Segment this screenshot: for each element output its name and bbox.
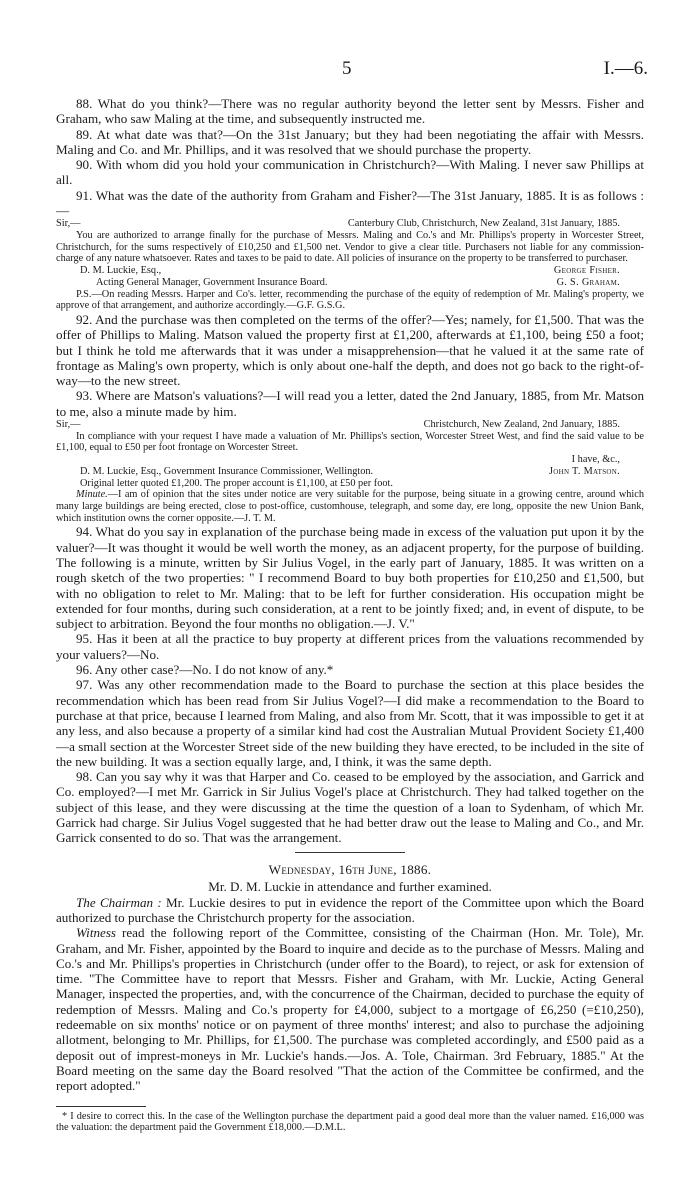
witness-line: Mr. D. M. Luckie in attendance and further examined. xyxy=(208,878,492,894)
letter-dateline: Canterbury Club, Christchurch, New Zealand, 31st January, 1885. xyxy=(347,218,620,230)
letter-signer-matson: John T. Matson. xyxy=(548,465,620,477)
paragraph-94: 94. What do you say in explanation of the purchase being made in excess of the valuation put upon it by the valuer?—It was thought it would be well worth the money, as an adjacent property, for the purpose of building. The following is a minute, written by Sir Julius Vogel, in the early part of January, 1885. It was written on a rough sketch of the two properties: " I recommend Board to buy both properties for £10,250 and £1,500, but with no obligation to relet to Mr. Maling: that to be left for further consideration. His occupation might be extended for four months, during such consideration, at a rent to be jointly fixed; and, in event of dispute, to be subject to arbitration. Beyond the four months no obligation.—J. V." xyxy=(56,524,644,632)
letter-signature-row-1 xyxy=(56,265,644,277)
letter-head xyxy=(56,218,644,230)
paragraph-92: 92. And the purchase was then completed on the terms of the offer?—Yes; namely, for £1,500. That was the offer of Phillips to Maling. Matson valued the property first at £1,200, afterwards at £1,100, being £50 a foot; but I think he told me afterwards that it was under a misapprehension—that he valued it at the same rate of frontage as Maling's own property, which is only about one-half the depth, and does not go back to the right-of-way—to the new street. xyxy=(56,312,644,389)
page-body xyxy=(56,96,644,1134)
paragraph-89: 89. At what date was that?—On the 31st January; but they had been negotiating the affair with Messrs. Maling and Co. and Mr. Phillips, and it was resolved that we should purchase the property. xyxy=(56,126,644,157)
witness-text: read the following report of the Committee, consisting of the Chairman (Hon. Mr. Tole), Mr. Graham, and Mr. Fisher, appointed by the Board to inquire and decide as to the purchase of Messrs. Maling and Co.'s and Mr. Phillips's properties in Christchurch (under offer to the Board), to reject, or ask for extension of time. "The Committee have to report that Messrs. Fisher and Graham, with Mr. Luckie, Acting General Manager, inspected the properties, and, with the concurrence of the Chairman, decided to purchase the equity of redemption of Messrs. Maling and Co.'s property for £4,000, subject to a mortgage of £6,250 (=£10,250), redeemable on six months' notice or on payment of three months' interest; and also to purchase the adjoining allotment, belonging to Mr. Phillips, for £1,500. The purchase was completed accordingly, and £500 paid as a deposit out of imprest-moneys in Mr. Luckie's hands.—Jos. A. Tole, Chairman. 3rd February, 1885." At the Board meeting on the same day the Board resolved "That the action of the Committee be confirmed, and the report adopted." xyxy=(56,925,644,1094)
section-divider xyxy=(295,852,405,853)
minute-label: Minute. xyxy=(76,489,108,501)
paragraph-93: 93. Where are Matson's valuations?—I will read you a letter, dated the 2nd January, 1885, from Mr. Matson to me, also a minute made by him. xyxy=(56,388,644,419)
letter-authority xyxy=(56,218,644,312)
paragraph-95: 95. Has it been at all the practice to buy property at different prices from the valuations recommended by your valuers?—No. xyxy=(56,631,644,662)
paragraph-88: 88. What do you think?—There was no regular authority beyond the letter sent by Messrs. Fisher and Graham, who saw Maling at the time, and subsequently instructed me. xyxy=(56,96,644,127)
chairman-label: The Chairman : xyxy=(76,894,162,910)
letter-signer-graham: G. S. Graham. xyxy=(556,276,620,288)
chairman-statement xyxy=(56,895,644,926)
letter-signer-fisher: George Fisher. xyxy=(553,265,620,277)
letter-head xyxy=(56,419,644,431)
footnote-divider xyxy=(56,1106,146,1107)
paragraph-90: 90. With whom did you hold your communication in Christchurch?—With Maling. I never saw Phillips at all. xyxy=(56,157,644,188)
letter-valuation xyxy=(56,419,644,524)
letter-postscript: P.S.—On reading Messrs. Harper and Co's. letter, recommending the purchase of the equity of redemption of Mr. Maling's property, we approve of that arrangement, and authorize accordingly.—G.F. G.S.G. xyxy=(56,288,644,312)
letter-dateline: Christchurch, New Zealand, 2nd January, 1885. xyxy=(423,419,620,431)
letter-signature-row xyxy=(56,466,644,478)
letter-salutation: Sir,— xyxy=(56,218,81,230)
witness-statement xyxy=(56,925,644,1093)
chairman-text: Mr. Luckie desires to put in evidence the report of the Committee upon which the Board authorized to purchase the Christchurch property for the association. xyxy=(56,894,644,925)
letter-addressee: D. M. Luckie, Esq., xyxy=(80,265,162,277)
witness-label: Witness xyxy=(76,925,117,941)
letter-note: Original letter quoted £1,200. The proper account is £1,100, at £50 per foot. xyxy=(80,477,393,489)
paragraph-97: 97. Was any other recommendation made to the Board to purchase the section at this place besides the recommendation which has been read from Sir Julius Vogel?—I did make a recommendation to the Board to purchase at that price, because I learned from Maling, and also from Mr. Scott, that it was impossible to get it at any less, and also because a property of a similar kind had cost the Australian Mutual Provident Society £1,400—a small section at the Worcester Street side of the new building they have erected, to be included in the site of the new building. It was a section equally large, and, I think, it was the same depth. xyxy=(56,677,644,769)
letter-salutation: Sir,— xyxy=(56,419,81,431)
letter-body: In compliance with your request I have made a valuation of Mr. Phillips's section, Worcester Street West, and find the said value to be £1,100, equal to £50 per foot frontage on Worcester Street. xyxy=(56,430,644,454)
letter-minute xyxy=(56,489,644,524)
document-reference: I.—6. xyxy=(603,58,648,79)
session-date: Wednesday, 16th June, 1886. xyxy=(268,861,432,877)
paragraph-96: 96. Any other case?—No. I do not know of any.* xyxy=(76,662,334,678)
paragraph-98: 98. Can you say why it was that Harper and Co. ceased to be employed by the association, and Garrick and Co. employed?—I met Mr. Garrick in Sir Julius Vogel's place at Christchurch. They had talked together on the subject of this lease, and they were discussing at the time the question of a loan to Sydenham, of which Mr. Garrick had charge. Sir Julius Vogel suggested that he had better draw out the lease to Maling and Co., and Mr. Garrick consented to do so. That was the arrangement. xyxy=(56,769,644,846)
letter-signature-row-2 xyxy=(56,277,644,289)
paragraph-91: 91. What was the date of the authority from Graham and Fisher?—The 31st January, 1885. It is as follows :— xyxy=(56,187,644,219)
footnote: * I desire to correct this. In the case of the Wellington purchase the department paid a good deal more than the valuer named. £16,000 was the valuation: the department paid the Government £18,000.—D.M.L. xyxy=(56,1110,644,1134)
letter-addressee-title: Acting General Manager, Government Insurance Board. xyxy=(96,276,328,288)
letter-addressee: D. M. Luckie, Esq., Government Insurance Commissioner, Wellington. xyxy=(80,465,374,477)
page-number: 5 xyxy=(342,58,352,79)
minute-text: —I am of opinion that the sites under notice are very suitable for the purpose, being situate in a growing centre, around which many large buildings are being erected, close to post-office, customhouse, telegraph, and some day, ere long, opposite the new Union Bank, which institution owns the corner opposite.—J. T. M. xyxy=(56,489,644,524)
page-header xyxy=(0,58,700,84)
letter-body: You are authorized to arrange finally for the purchase of Messrs. Maling and Co.'s and Mr. Phillips's property in Worcester Street, Christchurch, for the sums respectively of £10,250 and £1,500 net. Vendor to give a clear title. Purchasers not liable for any commission-charge of any nature whatsoever. Rates and taxes to be paid to date. All policies of insurance on the property to be transferred to purchaser. xyxy=(56,230,644,265)
letter-closing: I have, &c., xyxy=(571,454,620,466)
